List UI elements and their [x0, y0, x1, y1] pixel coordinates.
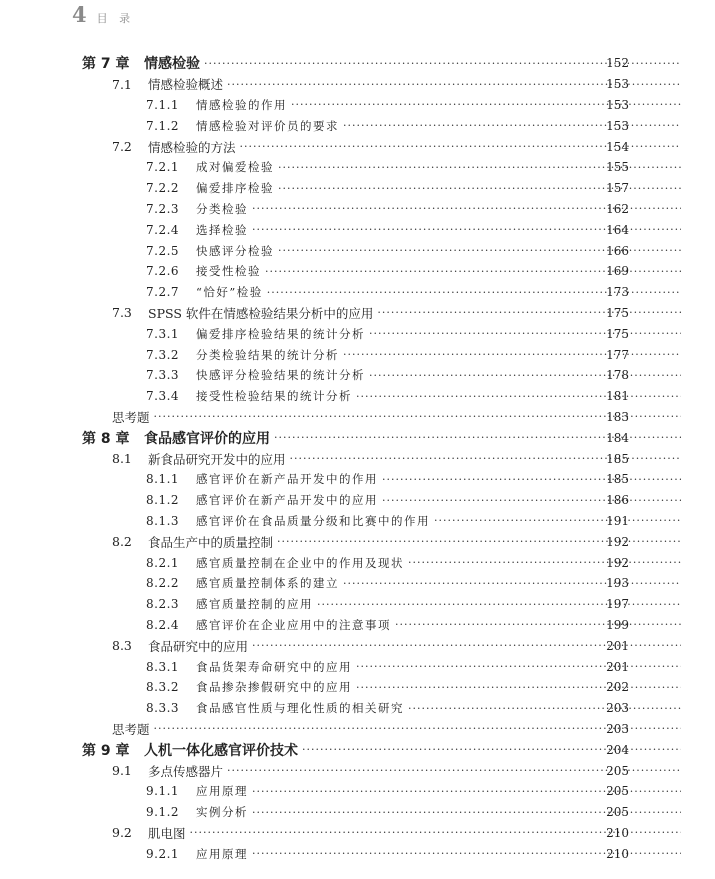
toc-entry-page: 210 — [606, 825, 629, 840]
dot-leader — [395, 619, 681, 630]
toc-entry[interactable] — [0, 365, 715, 386]
toc-entry-title: 分类检验 — [196, 201, 248, 216]
toc-entry[interactable] — [0, 573, 715, 594]
toc-entry-page: 203 — [606, 701, 629, 716]
toc-entry[interactable] — [0, 823, 715, 844]
toc-entry-page: 162 — [606, 201, 629, 216]
toc-entry-number: 8.1.3 — [146, 513, 180, 528]
toc-entry-number: 8.2.3 — [146, 597, 180, 612]
toc-entry-number: 8.1.1 — [146, 472, 180, 487]
toc-entry-number: 7.2.1 — [146, 160, 180, 175]
toc-entry[interactable] — [0, 677, 715, 698]
toc-entry-title: 感官质量控制在企业中的作用及现状 — [196, 555, 404, 570]
toc-entry-number: 7.3.4 — [146, 389, 180, 404]
dot-leader — [408, 557, 681, 568]
toc-entry-title: 肌电图 — [148, 825, 186, 841]
toc-entry-number: 7.2.5 — [146, 243, 180, 258]
toc-entry-number: 7.2.7 — [146, 285, 180, 300]
toc-entry-number: 7.3.3 — [146, 368, 180, 383]
toc-entry-title: 情感检验的方法 — [148, 139, 236, 155]
toc-entry[interactable] — [0, 739, 715, 760]
toc-entry-title: 快感评分检验 — [196, 243, 274, 258]
toc-entry[interactable] — [0, 635, 715, 656]
toc-entry-number: 8.3.2 — [146, 680, 180, 695]
toc-entry[interactable] — [0, 136, 715, 157]
toc-entry-title: 情感检验概述 — [148, 77, 224, 93]
dot-leader — [434, 515, 681, 526]
dot-leader — [343, 349, 681, 360]
toc-entry-page: 152 — [606, 56, 629, 71]
toc-entry[interactable] — [0, 490, 715, 511]
toc-entry-title: 食品感官评价的应用 — [144, 430, 270, 447]
toc-entry-title: 感官评价在新产品开发中的应用 — [196, 493, 378, 508]
toc-entry[interactable] — [0, 53, 715, 74]
toc-entry-page: 154 — [606, 139, 629, 154]
toc-entry-title: “恰好”检验 — [196, 285, 263, 300]
toc-entry[interactable] — [0, 427, 715, 448]
toc-entry-page: 192 — [606, 555, 629, 570]
toc-entry-number: 8.2.4 — [146, 617, 180, 632]
toc-entry-title: 快感评分检验结果的统计分析 — [196, 368, 365, 383]
toc-entry-number: 7.3.2 — [146, 347, 180, 362]
toc-entry-page: 202 — [606, 680, 629, 695]
toc-entry-page: 153 — [606, 97, 629, 112]
toc-entry-number: 8.2.1 — [146, 555, 180, 570]
toc-entry-page: 205 — [606, 805, 629, 820]
header-title: 目 录 — [96, 12, 135, 25]
toc-entry-page: 175 — [606, 326, 629, 341]
toc-entry[interactable] — [0, 74, 715, 95]
toc-entry-number: 8.3.3 — [146, 701, 180, 716]
toc-entry-number: 7.2 — [112, 139, 132, 155]
toc-entry[interactable] — [0, 303, 715, 324]
toc-entry[interactable] — [0, 802, 715, 823]
toc-entry-title: 偏爱排序检验结果的统计分析 — [196, 326, 365, 341]
toc-entry-title: 新食品研究开发中的应用 — [148, 451, 286, 467]
toc-entry-title: 成对偏爱检验 — [196, 160, 274, 175]
toc-entry-page: 191 — [606, 513, 629, 528]
toc-entry-title: 感官质量控制的应用 — [196, 597, 313, 612]
toc-entry-page: 185 — [606, 451, 629, 466]
toc-entry[interactable] — [0, 469, 715, 490]
toc-entry[interactable] — [0, 240, 715, 261]
toc-entry[interactable] — [0, 698, 715, 719]
toc-entry-page: 192 — [606, 534, 629, 549]
toc-entry-number: 9.1.1 — [146, 784, 180, 799]
toc-entry-number: 8.1.2 — [146, 493, 180, 508]
toc-entry-number: 第 7 章 — [82, 56, 130, 73]
toc-entry[interactable] — [0, 282, 715, 303]
toc-entry-page: 204 — [606, 742, 629, 757]
toc-entry-page: 201 — [606, 659, 629, 674]
toc-entry-page: 197 — [606, 597, 629, 612]
toc-entry-title: 感官评价在新产品开发中的作用 — [196, 472, 378, 487]
toc-entry[interactable] — [0, 95, 715, 116]
toc-entry[interactable] — [0, 386, 715, 407]
toc-entry-number: 第 8 章 — [82, 430, 130, 447]
dot-leader — [343, 578, 681, 589]
toc-entry-page: 178 — [606, 368, 629, 383]
toc-entry[interactable] — [0, 781, 715, 802]
toc-entry-title: 偏爱排序检验 — [196, 181, 274, 196]
toc-entry-number: 8.3.1 — [146, 659, 180, 674]
toc-entry-number: 9.1 — [112, 763, 132, 779]
dot-leader — [343, 120, 681, 131]
toc-entry-page: 181 — [606, 389, 629, 404]
toc-entry-number: 9.1.2 — [146, 805, 180, 820]
dot-leader — [382, 474, 681, 485]
toc-entry-title: 多点传感器片 — [148, 763, 224, 779]
toc-entry[interactable] — [0, 219, 715, 240]
toc-entry-number: 9.2.1 — [146, 846, 180, 861]
toc-entry[interactable] — [0, 199, 715, 220]
toc-entry-page: 199 — [606, 617, 629, 632]
toc-entry-title: 思考题 — [112, 721, 150, 737]
toc-entry-page: 185 — [606, 472, 629, 487]
toc-entry-page: 186 — [606, 493, 629, 508]
toc-entry[interactable] — [0, 407, 715, 428]
toc-entry-title: 食品研究中的应用 — [148, 638, 249, 654]
toc-entry-title: 食品货架寿命研究中的应用 — [196, 659, 352, 674]
dot-leader — [377, 307, 681, 318]
toc-entry-title: 食品感官性质与理化性质的相关研究 — [196, 701, 404, 716]
toc-entry-title: 人机一体化感官评价技术 — [144, 742, 298, 759]
dot-leader — [356, 661, 681, 672]
dot-leader — [356, 682, 681, 693]
toc-entry-page: 164 — [606, 222, 629, 237]
toc-entry[interactable] — [0, 531, 715, 552]
toc-entry[interactable] — [0, 157, 715, 178]
toc-entry[interactable] — [0, 552, 715, 573]
toc-entry-number: 7.2.2 — [146, 181, 180, 196]
toc-entry[interactable] — [0, 615, 715, 636]
toc-entry-title: 分类检验结果的统计分析 — [196, 347, 339, 362]
toc-entry-number: 第 9 章 — [82, 742, 130, 759]
toc-entry-number: 7.1.2 — [146, 118, 180, 133]
toc-entry[interactable] — [0, 719, 715, 740]
toc-entry-page: 153 — [606, 118, 629, 133]
toc-entry[interactable] — [0, 760, 715, 781]
toc-entry-page: 205 — [606, 784, 629, 799]
dot-leader — [154, 723, 681, 734]
toc-entry-title: 情感检验的作用 — [196, 97, 287, 112]
dot-leader — [382, 495, 681, 506]
dot-leader — [356, 391, 681, 402]
toc-entry-number: 7.1 — [112, 76, 132, 92]
toc-entry-title: 应用原理 — [196, 784, 248, 799]
toc-entry[interactable] — [0, 448, 715, 469]
toc-entry-title: 感官质量控制体系的建立 — [196, 576, 339, 591]
toc-entry-number: 7.1.1 — [146, 97, 180, 112]
toc-entry[interactable] — [0, 115, 715, 136]
toc-entry-title: 接受性检验结果的统计分析 — [196, 389, 352, 404]
toc-entry-number: 9.2 — [112, 825, 132, 841]
toc-entry-number: 7.2.3 — [146, 201, 180, 216]
toc-entry-page: 203 — [606, 721, 629, 736]
toc-entry-title: 实例分析 — [196, 805, 248, 820]
running-header — [72, 2, 134, 26]
toc-entry[interactable] — [0, 261, 715, 282]
toc-entry-title: 应用原理 — [196, 846, 248, 861]
toc-entry[interactable] — [0, 323, 715, 344]
toc-entry-page: 155 — [606, 160, 629, 175]
toc-entry-title: 食品生产中的质量控制 — [148, 534, 274, 550]
dot-leader — [369, 328, 681, 339]
dot-leader — [369, 370, 681, 381]
toc-entry-title: SPSS 软件在情感检验结果分析中的应用 — [148, 305, 374, 321]
toc-entry-page: 205 — [606, 763, 629, 778]
toc-entry-page: 166 — [606, 243, 629, 258]
toc-entry-title: 情感检验对评价员的要求 — [196, 118, 339, 133]
toc-entry[interactable] — [0, 178, 715, 199]
toc-entry-page: 157 — [606, 181, 629, 196]
page-number: 4 — [72, 2, 87, 27]
toc-entry-page: 184 — [606, 430, 629, 445]
toc-entry-number: 7.3 — [112, 305, 132, 321]
toc-entry-number: 7.2.6 — [146, 264, 180, 279]
toc-entry-title: 感官评价在企业应用中的注意事项 — [196, 617, 391, 632]
toc-entry-number: 8.2 — [112, 534, 132, 550]
toc-entry-page: 175 — [606, 305, 629, 320]
toc-entry-title: 感官评价在食品质量分级和比赛中的作用 — [196, 513, 430, 528]
toc-entry-title: 情感检验 — [144, 56, 200, 73]
toc-entry-title: 食品掺杂掺假研究中的应用 — [196, 680, 352, 695]
toc-entry[interactable] — [0, 344, 715, 365]
toc-entry-page: 183 — [606, 409, 629, 424]
toc-entry-number: 7.3.1 — [146, 326, 180, 341]
toc-entry[interactable] — [0, 656, 715, 677]
toc-entry-title: 思考题 — [112, 409, 150, 425]
toc-entry-page: 177 — [606, 347, 629, 362]
toc-entry-number: 7.2.4 — [146, 222, 180, 237]
toc-entry-title: 选择检验 — [196, 222, 248, 237]
toc-entry-title: 接受性检验 — [196, 264, 261, 279]
toc-entry-number: 8.2.2 — [146, 576, 180, 591]
toc-entry-number: 8.1 — [112, 451, 132, 467]
toc-entry-page: 210 — [606, 846, 629, 861]
toc-entry[interactable] — [0, 511, 715, 532]
dot-leader — [154, 411, 681, 422]
toc-entry-page: 201 — [606, 638, 629, 653]
toc-entry-page: 193 — [606, 576, 629, 591]
toc-entry-number: 8.3 — [112, 638, 132, 654]
toc-entry-page: 169 — [606, 264, 629, 279]
toc-entry-page: 173 — [606, 285, 629, 300]
dot-leader — [408, 703, 681, 714]
toc-entry-page: 153 — [606, 77, 629, 92]
toc-entry[interactable] — [0, 594, 715, 615]
toc-entry[interactable] — [0, 843, 715, 864]
